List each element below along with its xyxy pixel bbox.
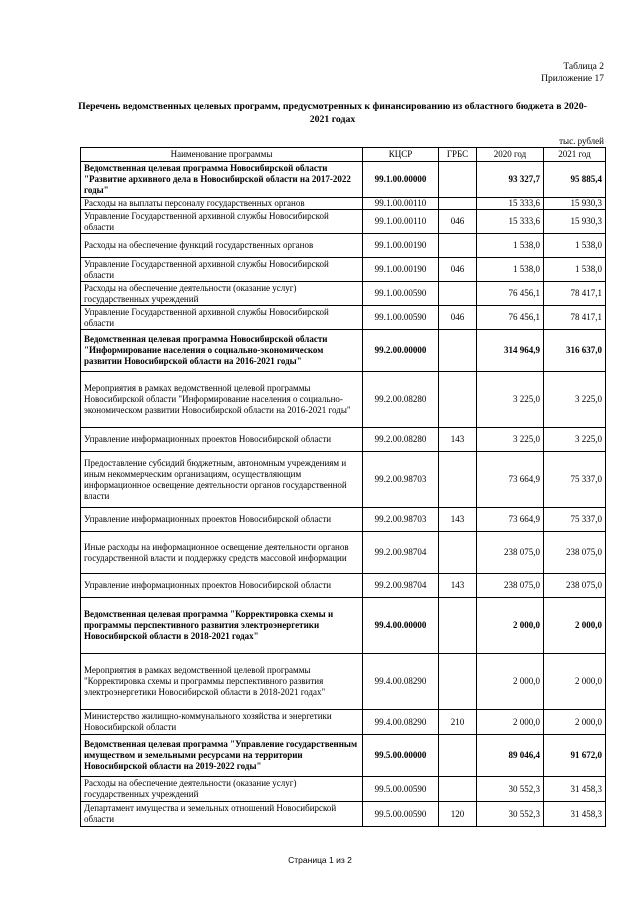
- appendix-label: Приложение 17: [541, 74, 604, 84]
- amount-2021-cell: 1 538,0: [544, 234, 606, 258]
- amount-2021-cell: 2 000,0: [544, 710, 606, 735]
- program-name-cell: Управление информационных проектов Новосибирской области: [81, 428, 363, 452]
- kcsr-cell: 99.2.00.00000: [363, 330, 439, 372]
- program-row: [81, 735, 606, 777]
- table-row: [81, 532, 606, 574]
- header-2021: 2021 год: [544, 148, 606, 162]
- table-row: [81, 306, 606, 330]
- kcsr-cell: 99.1.00.00590: [363, 306, 439, 330]
- program-name-cell: Управление информационных проектов Новосибирской области: [81, 574, 363, 598]
- table-row: [81, 710, 606, 735]
- program-name-cell: Мероприятия в рамках ведомственной целевой программы Новосибирской области "Информирование населения о социально-экономическом развитии Новосибирской области на 2016-2021 годы": [81, 372, 363, 428]
- amount-2020-cell: 2 000,0: [477, 654, 544, 710]
- table-body: [81, 162, 606, 827]
- program-name-cell: Расходы на обеспечение деятельности (оказание услуг) государственных учреждений: [81, 777, 363, 802]
- kcsr-cell: 99.2.00.98704: [363, 532, 439, 574]
- amount-2020-cell: 73 664,9: [477, 452, 544, 508]
- kcsr-cell: 99.1.00.00110: [363, 210, 439, 234]
- amount-2021-cell: 31 458,3: [544, 802, 606, 827]
- program-name-cell: Предоставление субсидий бюджетным, автономным учреждениям и иным некоммерческим организациям, осуществляющим информационное освещение деятельности органов государственной власти: [81, 452, 363, 508]
- kcsr-cell: 99.1.00.00190: [363, 258, 439, 282]
- amount-2021-cell: 78 417,1: [544, 282, 606, 306]
- program-name-cell: Ведомственная целевая программа Новосибирской области "Развитие архивного дела в Новосибирской области на 2017-2022 годы": [81, 162, 363, 198]
- grbs-cell: 210: [439, 710, 477, 735]
- amount-2021-cell: 3 225,0: [544, 428, 606, 452]
- program-name-cell: Управление информационных проектов Новосибирской области: [81, 508, 363, 532]
- kcsr-cell: 99.4.00.08290: [363, 654, 439, 710]
- table-row: [81, 258, 606, 282]
- amount-2021-cell: 75 337,0: [544, 452, 606, 508]
- kcsr-cell: 99.2.00.98703: [363, 508, 439, 532]
- kcsr-cell: 99.1.00.00590: [363, 282, 439, 306]
- grbs-cell: 046: [439, 258, 477, 282]
- amount-2021-cell: 2 000,0: [544, 598, 606, 654]
- amount-2020-cell: 89 046,4: [477, 735, 544, 777]
- units-label: тыс. рублей: [559, 136, 604, 146]
- table-row: [81, 508, 606, 532]
- amount-2020-cell: 314 964,9: [477, 330, 544, 372]
- program-name-cell: Управление Государственной архивной службы Новосибирской области: [81, 210, 363, 234]
- amount-2021-cell: 75 337,0: [544, 508, 606, 532]
- amount-2021-cell: 2 000,0: [544, 654, 606, 710]
- program-name-cell: Иные расходы на информационное освещение деятельности органов государственной власти и поддержку средств массовой информации: [81, 532, 363, 574]
- amount-2021-cell: 15 930,3: [544, 210, 606, 234]
- amount-2020-cell: 73 664,9: [477, 508, 544, 532]
- amount-2020-cell: 30 552,3: [477, 777, 544, 802]
- table-row: [81, 654, 606, 710]
- grbs-cell: 143: [439, 574, 477, 598]
- amount-2021-cell: 31 458,3: [544, 777, 606, 802]
- grbs-cell: 046: [439, 306, 477, 330]
- page-number: Страница 1 из 2: [288, 855, 352, 865]
- amount-2020-cell: 30 552,3: [477, 802, 544, 827]
- amount-2020-cell: 1 538,0: [477, 258, 544, 282]
- table-row: [81, 372, 606, 428]
- grbs-cell: [439, 372, 477, 428]
- amount-2020-cell: 1 538,0: [477, 234, 544, 258]
- kcsr-cell: 99.1.00.00190: [363, 234, 439, 258]
- program-name-cell: Управление Государственной архивной службы Новосибирской области: [81, 258, 363, 282]
- document-title: Перечень ведомственных целевых программ, предусмотренных к финансированию из областного бюджета в 2020-2021 годах: [78, 101, 587, 125]
- grbs-cell: 120: [439, 802, 477, 827]
- table-row: [81, 210, 606, 234]
- amount-2020-cell: 15 333,6: [477, 210, 544, 234]
- table-row: [81, 574, 606, 598]
- kcsr-cell: 99.2.00.08280: [363, 372, 439, 428]
- kcsr-cell: 99.1.00.00110: [363, 198, 439, 210]
- grbs-cell: [439, 598, 477, 654]
- amount-2021-cell: 15 930,3: [544, 198, 606, 210]
- kcsr-cell: 99.4.00.00000: [363, 598, 439, 654]
- grbs-cell: [439, 452, 477, 508]
- grbs-cell: [439, 654, 477, 710]
- header-grbs: ГРБС: [439, 148, 477, 162]
- grbs-cell: 143: [439, 508, 477, 532]
- program-name-cell: Расходы на обеспечение функций государственных органов: [81, 234, 363, 258]
- amount-2020-cell: 2 000,0: [477, 598, 544, 654]
- kcsr-cell: 99.1.00.00000: [363, 162, 439, 198]
- amount-2020-cell: 15 333,6: [477, 198, 544, 210]
- table-row: [81, 282, 606, 306]
- grbs-cell: [439, 282, 477, 306]
- amount-2020-cell: 238 075,0: [477, 532, 544, 574]
- table-row: [81, 452, 606, 508]
- grbs-cell: 143: [439, 428, 477, 452]
- table-row: [81, 198, 606, 210]
- kcsr-cell: 99.2.00.98703: [363, 452, 439, 508]
- amount-2021-cell: 238 075,0: [544, 532, 606, 574]
- kcsr-cell: 99.5.00.00590: [363, 777, 439, 802]
- amount-2021-cell: 238 075,0: [544, 574, 606, 598]
- table-row: [81, 802, 606, 827]
- program-name-cell: Мероприятия в рамках ведомственной целевой программы "Корректировка схемы и программы перспективного развития электроэнергетики Новосибирской области в 2018-2021 годах": [81, 654, 363, 710]
- header-program-name: Наименование программы: [81, 148, 363, 162]
- header-2020: 2020 год: [477, 148, 544, 162]
- table-row: [81, 428, 606, 452]
- programs-table: [80, 147, 606, 827]
- kcsr-cell: 99.4.00.08290: [363, 710, 439, 735]
- program-row: [81, 162, 606, 198]
- grbs-cell: [439, 162, 477, 198]
- amount-2021-cell: 95 885,4: [544, 162, 606, 198]
- amount-2020-cell: 76 456,1: [477, 282, 544, 306]
- amount-2021-cell: 3 225,0: [544, 372, 606, 428]
- amount-2021-cell: 91 672,0: [544, 735, 606, 777]
- kcsr-cell: 99.2.00.98704: [363, 574, 439, 598]
- amount-2020-cell: 3 225,0: [477, 428, 544, 452]
- amount-2020-cell: 238 075,0: [477, 574, 544, 598]
- program-name-cell: Расходы на выплаты персоналу государственных органов: [81, 198, 363, 210]
- amount-2021-cell: 78 417,1: [544, 306, 606, 330]
- kcsr-cell: 99.5.00.00590: [363, 802, 439, 827]
- grbs-cell: [439, 198, 477, 210]
- amount-2021-cell: 1 538,0: [544, 258, 606, 282]
- table-number-label: Таблица 2: [563, 62, 604, 72]
- program-name-cell: Расходы на обеспечение деятельности (оказание услуг) государственных учреждений: [81, 282, 363, 306]
- grbs-cell: 046: [439, 210, 477, 234]
- amount-2020-cell: 93 327,7: [477, 162, 544, 198]
- grbs-cell: [439, 777, 477, 802]
- program-name-cell: Ведомственная целевая программа "Корректировка схемы и программы перспективного развития электроэнергетики Новосибирской области в 2018-2021 годах": [81, 598, 363, 654]
- table-header-row: [81, 148, 606, 162]
- amount-2020-cell: 2 000,0: [477, 710, 544, 735]
- program-name-cell: Министерство жилищно-коммунального хозяйства и энергетики Новосибирской области: [81, 710, 363, 735]
- table-row: [81, 777, 606, 802]
- program-name-cell: Ведомственная целевая программа Новосибирской области "Информирование населения о социально-экономическом развитии Новосибирской области на 2016-2021 годы": [81, 330, 363, 372]
- grbs-cell: [439, 532, 477, 574]
- table-row: [81, 234, 606, 258]
- grbs-cell: [439, 330, 477, 372]
- program-row: [81, 598, 606, 654]
- grbs-cell: [439, 735, 477, 777]
- program-row: [81, 330, 606, 372]
- amount-2021-cell: 316 637,0: [544, 330, 606, 372]
- amount-2020-cell: 3 225,0: [477, 372, 544, 428]
- amount-2020-cell: 76 456,1: [477, 306, 544, 330]
- kcsr-cell: 99.5.00.00000: [363, 735, 439, 777]
- program-name-cell: Управление Государственной архивной службы Новосибирской области: [81, 306, 363, 330]
- header-kcsr: КЦСР: [363, 148, 439, 162]
- program-name-cell: Ведомственная целевая программа "Управление государственным имуществом и земельными ресурсами на территории Новосибирской области на 2019-2022 годы": [81, 735, 363, 777]
- kcsr-cell: 99.2.00.08280: [363, 428, 439, 452]
- grbs-cell: [439, 234, 477, 258]
- program-name-cell: Департамент имущества и земельных отношений Новосибирской области: [81, 802, 363, 827]
